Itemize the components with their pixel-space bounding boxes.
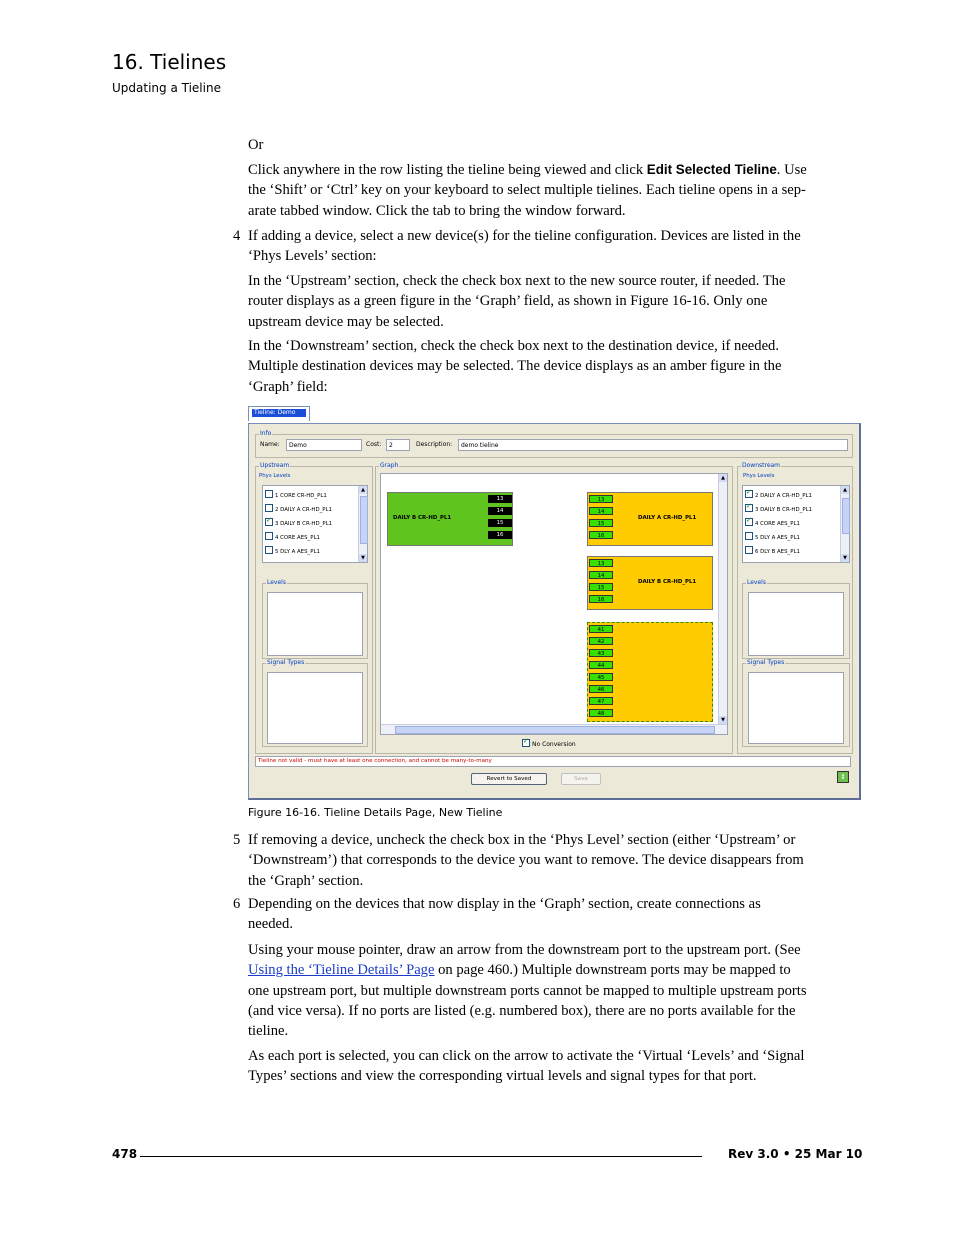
- downstream-port[interactable]: 42: [589, 637, 613, 645]
- list-item[interactable]: ✓2 DAILY A CR-HD_PL1: [745, 490, 812, 500]
- list-item[interactable]: ✓3 DAILY B CR-HD_PL1: [745, 504, 812, 514]
- scroll-up-icon[interactable]: ▲: [719, 474, 727, 482]
- tieline-details-link[interactable]: Using the ‘Tieline Details’ Page: [248, 962, 435, 979]
- checkbox[interactable]: [745, 546, 753, 554]
- downstream-port[interactable]: 44: [589, 661, 613, 669]
- up-signal-types-list[interactable]: [267, 672, 363, 744]
- no-conversion-checkbox[interactable]: ✓No Conversion: [522, 739, 576, 749]
- graph-hscroll[interactable]: [381, 724, 727, 734]
- up-phys-levels-label: Phys Levels: [259, 473, 291, 479]
- down-phys-levels-label: Phys Levels: [743, 473, 775, 479]
- checkbox[interactable]: [522, 739, 530, 747]
- page-number: 478: [112, 1147, 138, 1161]
- downstream-device-2[interactable]: DAILY B CR-HD_PL1 13 14 15 16: [587, 556, 713, 610]
- step-5-text: If removing a device, uncheck the check box in the ‘Phys Level’ section (either ‘Upstream’ or ‘Downstream’) that corresponds to the device you want to remove. The device disappears from the ‘Graph’ section.: [248, 832, 804, 889]
- downstream-phys-levels-list: [742, 485, 850, 563]
- tab-tieline-demo[interactable]: Tieline: Demo: [248, 406, 310, 421]
- save-button[interactable]: Save: [561, 773, 601, 785]
- paragraph-edit-selected: Click anywhere in the row listing the tieline being viewed and click Edit Selected Tieline. Use the ‘Shift’ or ‘Ctrl’ key on your keyboard to select multiple tielines. Each tieline opens in a sep- arate tabbed window. Click the tab to bring the window forward.: [248, 162, 807, 219]
- paragraph-port-selected: As each port is selected, you can click on the arrow to activate the ‘Virtual ‘Levels’ and ‘Signal Types’ sections and view the corresponding virtual levels and signal types for that port.: [248, 1048, 805, 1085]
- downstream-port[interactable]: 15: [589, 583, 613, 591]
- up-levels-group: Levels: [262, 583, 368, 659]
- upstream-port[interactable]: 14: [488, 507, 512, 515]
- downstream-device-1[interactable]: DAILY A CR-HD_PL1 13 14 15 16: [587, 492, 713, 546]
- list-item[interactable]: ✓4 CORE AES_PL1: [745, 518, 800, 528]
- step-6-text: Depending on the devices that now display in the ‘Graph’ section, create connections as needed.: [248, 896, 761, 933]
- up-levels-list[interactable]: [267, 592, 363, 656]
- tieline-window: [248, 423, 861, 800]
- downstream-port[interactable]: 48: [589, 709, 613, 717]
- paragraph-or: Or: [248, 137, 264, 153]
- paragraph-mouse-pointer: Using your mouse pointer, draw an arrow from the downstream port to the upstream port. (See Using the ‘Tieline Details’ Page on page 460.) Multiple downstream ports may be mapped to one upstream port, but multiple downstream ports cannot be mapped to multiple upstream ports (and vice versa). If no ports are listed (e.g. numbered box), there are no ports available for the tieline.: [248, 942, 807, 1040]
- downstream-port[interactable]: 16: [589, 595, 613, 603]
- downstream-group: Downstream Phys Levels ✓2 DAILY A CR-HD_PL1 ✓3 DAILY B CR-HD_PL1 ✓4 CORE AES_PL1 5 DLY A AES_PL1 6 DLY B AES_PL1 ▲ ▼ Levels Signal Types: [737, 466, 853, 754]
- checkbox[interactable]: [745, 518, 753, 526]
- list-item[interactable]: 5 DLY A AES_PL1: [745, 532, 800, 542]
- upstream-port[interactable]: 16: [488, 531, 512, 539]
- cost-label: Cost:: [366, 441, 382, 448]
- checkbox[interactable]: [745, 504, 753, 512]
- edit-selected-tieline-term: Edit Selected Tieline: [646, 162, 777, 177]
- upstream-port[interactable]: 13: [488, 495, 512, 503]
- down-signal-types-list[interactable]: [748, 672, 844, 744]
- checkbox[interactable]: [265, 546, 273, 554]
- downstream-port[interactable]: 46: [589, 685, 613, 693]
- graph-group: Graph DAILY B CR-HD_PL1 13 14 15 16 DAILY A CR-HD_PL1 13 14 15 16 DAILY B CR-HD_PL1 13 14 15 16 41 42 43 44 45 46 47 48 ▲ ▼ ✓No Conversion: [375, 466, 733, 754]
- tieline-details-screenshot: [247, 405, 861, 799]
- chapter-title: 16. Tielines: [112, 50, 227, 74]
- checkbox[interactable]: [745, 490, 753, 498]
- checkbox[interactable]: [265, 490, 273, 498]
- cost-field[interactable]: 2: [386, 439, 410, 451]
- downstream-device-3[interactable]: [587, 622, 713, 722]
- scroll-down-icon[interactable]: ▼: [719, 716, 727, 724]
- scrollbar[interactable]: [358, 486, 367, 562]
- upstream-group: Upstream Phys Levels 1 CORE CR-HD_PL1 2 DAILY A CR-HD_PL1 ✓3 DAILY B CR-HD_PL1 4 CORE AES_PL1 5 DLY A AES_PL1 ▲ ▼ Levels Signal Types: [255, 466, 373, 754]
- checkbox[interactable]: [265, 532, 273, 540]
- checkbox[interactable]: [265, 504, 273, 512]
- upstream-phys-levels-list: [262, 485, 368, 563]
- figure-caption: Figure 16-16. Tieline Details Page, New Tieline: [248, 806, 503, 819]
- scroll-down-icon[interactable]: ▼: [359, 554, 367, 562]
- scroll-down-icon[interactable]: ▼: [841, 554, 849, 562]
- downstream-port[interactable]: 14: [589, 507, 613, 515]
- downstream-port[interactable]: 41: [589, 625, 613, 633]
- name-label: Name:: [260, 441, 280, 448]
- paragraph-upstream: In the ‘Upstream’ section, check the check box next to the new source router, if needed. The router displays as a green figure in the ‘Graph’ field, as shown in Figure 16-16. Only one upstream device may be selected.: [248, 273, 786, 330]
- downstream-port[interactable]: 14: [589, 571, 613, 579]
- step-number: 6: [233, 896, 241, 912]
- checkbox[interactable]: [265, 518, 273, 526]
- list-item[interactable]: 2 DAILY A CR-HD_PL1: [265, 504, 332, 514]
- down-levels-group: Levels: [742, 583, 850, 659]
- description-label: Description:: [416, 441, 453, 448]
- name-field[interactable]: Demo: [286, 439, 362, 451]
- checkbox[interactable]: [745, 532, 753, 540]
- down-levels-list[interactable]: [748, 592, 844, 656]
- list-item[interactable]: 5 DLY A AES_PL1: [265, 546, 320, 556]
- list-item[interactable]: 6 DLY B AES_PL1: [745, 546, 800, 556]
- section-title: Updating a Tieline: [112, 81, 221, 95]
- list-item[interactable]: 1 CORE CR-HD_PL1: [265, 490, 327, 500]
- upstream-port[interactable]: 15: [488, 519, 512, 527]
- description-field[interactable]: demo tieline: [458, 439, 848, 451]
- footer-divider: [140, 1156, 702, 1157]
- down-signal-types-group: Signal Types: [742, 663, 850, 747]
- downstream-port[interactable]: 13: [589, 559, 613, 567]
- scrollbar[interactable]: [840, 486, 849, 562]
- scroll-up-icon[interactable]: ▲: [841, 486, 849, 494]
- step-number: 4: [233, 228, 241, 244]
- downstream-port[interactable]: 16: [589, 531, 613, 539]
- graph-vscroll[interactable]: [718, 474, 727, 724]
- downstream-port[interactable]: 43: [589, 649, 613, 657]
- downstream-port[interactable]: 47: [589, 697, 613, 705]
- scroll-up-icon[interactable]: ▲: [359, 486, 367, 494]
- status-icon[interactable]: ⇕: [837, 771, 849, 783]
- downstream-port[interactable]: 15: [589, 519, 613, 527]
- upstream-device[interactable]: DAILY B CR-HD_PL1 13 14 15 16: [387, 492, 513, 546]
- list-item[interactable]: ✓3 DAILY B CR-HD_PL1: [265, 518, 332, 528]
- list-item[interactable]: 4 CORE AES_PL1: [265, 532, 320, 542]
- info-group: Info Name: Demo Cost: 2 Description: demo tieline: [255, 434, 853, 458]
- up-signal-types-group: Signal Types: [262, 663, 368, 747]
- revision-label: Rev 3.0 • 25 Mar 10: [728, 1147, 863, 1161]
- step-4-text: If adding a device, select a new device(s) for the tieline configuration. Devices are listed in the ‘Phys Levels’ section:: [248, 228, 801, 265]
- downstream-port[interactable]: 13: [589, 495, 613, 503]
- revert-to-saved-button[interactable]: Revert to Saved: [471, 773, 547, 785]
- step-number: 5: [233, 832, 241, 848]
- downstream-port[interactable]: 45: [589, 673, 613, 681]
- error-message: Tieline not valid - must have at least one connection, and cannot be many-to-many: [255, 756, 851, 767]
- graph-canvas[interactable]: [380, 473, 728, 735]
- paragraph-downstream: In the ‘Downstream’ section, check the check box next to the destination device, if needed. Multiple destination devices may be selected. The device displays as an amber figure in the ‘Graph’ field:: [248, 338, 782, 395]
